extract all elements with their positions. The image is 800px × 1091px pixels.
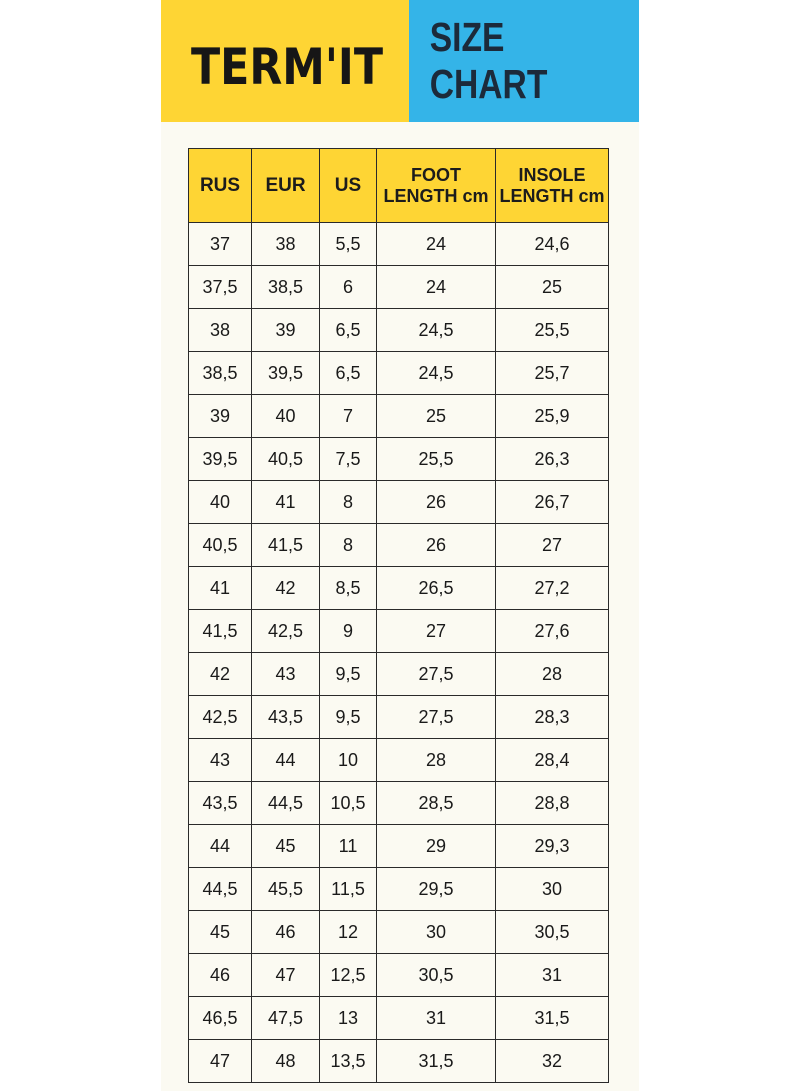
foot-length-cell: 30 <box>377 911 496 954</box>
rus-cell: 37 <box>189 223 252 266</box>
insole-length-cell: 29,3 <box>496 825 609 868</box>
eur-cell: 48 <box>252 1040 320 1083</box>
rus-cell: 41,5 <box>189 610 252 653</box>
foot-length-cell: 27,5 <box>377 696 496 739</box>
rus-cell: 42,5 <box>189 696 252 739</box>
header <box>161 0 639 122</box>
rus-cell: 47 <box>189 1040 252 1083</box>
eur-cell: 43,5 <box>252 696 320 739</box>
us-cell: 8 <box>320 481 377 524</box>
table-body <box>189 223 609 1083</box>
insole-length-cell: 25 <box>496 266 609 309</box>
foot-length-cell: 26 <box>377 524 496 567</box>
rus-cell: 43 <box>189 739 252 782</box>
us-cell: 9,5 <box>320 696 377 739</box>
eur-cell: 38 <box>252 223 320 266</box>
header-us <box>320 149 377 223</box>
eur-cell: 43 <box>252 653 320 696</box>
foot-length-cell: 31 <box>377 997 496 1040</box>
termit-logo <box>189 22 389 102</box>
header-foot-length-line: LENGTH cm <box>383 185 489 206</box>
eur-cell: 47 <box>252 954 320 997</box>
foot-length-cell: 24 <box>377 223 496 266</box>
foot-length-cell: 27,5 <box>377 653 496 696</box>
us-cell: 12,5 <box>320 954 377 997</box>
foot-length-cell: 25 <box>377 395 496 438</box>
header-eur <box>252 149 320 223</box>
foot-length-cell: 24,5 <box>377 352 496 395</box>
insole-length-cell: 26,3 <box>496 438 609 481</box>
insole-length-cell: 27,2 <box>496 567 609 610</box>
table-row <box>189 997 609 1040</box>
us-cell: 6,5 <box>320 309 377 352</box>
table-row <box>189 352 609 395</box>
table-row <box>189 309 609 352</box>
insole-length-cell: 28,8 <box>496 782 609 825</box>
insole-length-cell: 27,6 <box>496 610 609 653</box>
eur-cell: 45 <box>252 825 320 868</box>
us-cell: 7 <box>320 395 377 438</box>
size-chart-table <box>188 148 609 1083</box>
eur-cell: 39 <box>252 309 320 352</box>
eur-cell: 44,5 <box>252 782 320 825</box>
rus-cell: 44,5 <box>189 868 252 911</box>
eur-cell: 46 <box>252 911 320 954</box>
eur-cell: 42 <box>252 567 320 610</box>
insole-length-cell: 27 <box>496 524 609 567</box>
insole-length-cell: 28,4 <box>496 739 609 782</box>
table-row <box>189 653 609 696</box>
table-row <box>189 825 609 868</box>
us-cell: 11,5 <box>320 868 377 911</box>
page-title: SIZE CHART <box>429 14 548 107</box>
rus-cell: 43,5 <box>189 782 252 825</box>
table-header <box>189 149 609 223</box>
insole-length-cell: 31,5 <box>496 997 609 1040</box>
eur-cell: 40,5 <box>252 438 320 481</box>
foot-length-cell: 24 <box>377 266 496 309</box>
header-insole-length-line: INSOLE <box>518 164 586 185</box>
table-row <box>189 739 609 782</box>
insole-length-cell: 30 <box>496 868 609 911</box>
table-row <box>189 1040 609 1083</box>
eur-cell: 44 <box>252 739 320 782</box>
eur-cell: 41 <box>252 481 320 524</box>
title-box <box>409 0 639 122</box>
foot-length-cell: 29 <box>377 825 496 868</box>
table-row <box>189 954 609 997</box>
table-row <box>189 395 609 438</box>
table-row <box>189 438 609 481</box>
eur-cell: 41,5 <box>252 524 320 567</box>
us-cell: 10 <box>320 739 377 782</box>
foot-length-cell: 28,5 <box>377 782 496 825</box>
header-foot-length-line: FOOT <box>411 164 461 185</box>
foot-length-cell: 26,5 <box>377 567 496 610</box>
rus-cell: 39 <box>189 395 252 438</box>
foot-length-cell: 24,5 <box>377 309 496 352</box>
eur-cell: 40 <box>252 395 320 438</box>
table-row <box>189 223 609 266</box>
table-row <box>189 868 609 911</box>
insole-length-cell: 32 <box>496 1040 609 1083</box>
eur-cell: 45,5 <box>252 868 320 911</box>
eur-cell: 39,5 <box>252 352 320 395</box>
insole-length-cell: 24,6 <box>496 223 609 266</box>
table-row <box>189 911 609 954</box>
header-eur-line: EUR <box>265 175 306 196</box>
header-us-line: US <box>334 175 362 196</box>
us-cell: 8,5 <box>320 567 377 610</box>
foot-length-cell: 26 <box>377 481 496 524</box>
insole-length-cell: 28,3 <box>496 696 609 739</box>
eur-cell: 38,5 <box>252 266 320 309</box>
insole-length-cell: 30,5 <box>496 911 609 954</box>
rus-cell: 39,5 <box>189 438 252 481</box>
us-cell: 11 <box>320 825 377 868</box>
foot-length-cell: 31,5 <box>377 1040 496 1083</box>
insole-length-cell: 31 <box>496 954 609 997</box>
table-row <box>189 782 609 825</box>
table-row <box>189 610 609 653</box>
us-cell: 13 <box>320 997 377 1040</box>
eur-cell: 47,5 <box>252 997 320 1040</box>
rus-cell: 38,5 <box>189 352 252 395</box>
us-cell: 8 <box>320 524 377 567</box>
insole-length-cell: 28 <box>496 653 609 696</box>
foot-length-cell: 29,5 <box>377 868 496 911</box>
table-row <box>189 524 609 567</box>
table-row <box>189 266 609 309</box>
us-cell: 5,5 <box>320 223 377 266</box>
insole-length-cell: 25,5 <box>496 309 609 352</box>
header-insole-length <box>496 149 609 223</box>
us-cell: 12 <box>320 911 377 954</box>
header-rus-line: RUS <box>199 175 241 196</box>
header-row <box>189 149 609 223</box>
header-rus <box>189 149 252 223</box>
logo-text: TERM'IT <box>191 38 383 96</box>
header-insole-length-line: LENGTH cm <box>499 185 605 206</box>
foot-length-cell: 30,5 <box>377 954 496 997</box>
header-foot-length <box>377 149 496 223</box>
us-cell: 9,5 <box>320 653 377 696</box>
insole-length-cell: 25,7 <box>496 352 609 395</box>
logo-box <box>161 0 409 122</box>
rus-cell: 45 <box>189 911 252 954</box>
insole-length-cell: 25,9 <box>496 395 609 438</box>
foot-length-cell: 28 <box>377 739 496 782</box>
rus-cell: 46,5 <box>189 997 252 1040</box>
rus-cell: 42 <box>189 653 252 696</box>
rus-cell: 37,5 <box>189 266 252 309</box>
rus-cell: 41 <box>189 567 252 610</box>
us-cell: 10,5 <box>320 782 377 825</box>
foot-length-cell: 25,5 <box>377 438 496 481</box>
table-row <box>189 696 609 739</box>
us-cell: 13,5 <box>320 1040 377 1083</box>
rus-cell: 38 <box>189 309 252 352</box>
us-cell: 6 <box>320 266 377 309</box>
foot-length-cell: 27 <box>377 610 496 653</box>
table-row <box>189 567 609 610</box>
us-cell: 6,5 <box>320 352 377 395</box>
rus-cell: 44 <box>189 825 252 868</box>
rus-cell: 40 <box>189 481 252 524</box>
rus-cell: 40,5 <box>189 524 252 567</box>
us-cell: 7,5 <box>320 438 377 481</box>
eur-cell: 42,5 <box>252 610 320 653</box>
us-cell: 9 <box>320 610 377 653</box>
rus-cell: 46 <box>189 954 252 997</box>
table-row <box>189 481 609 524</box>
insole-length-cell: 26,7 <box>496 481 609 524</box>
